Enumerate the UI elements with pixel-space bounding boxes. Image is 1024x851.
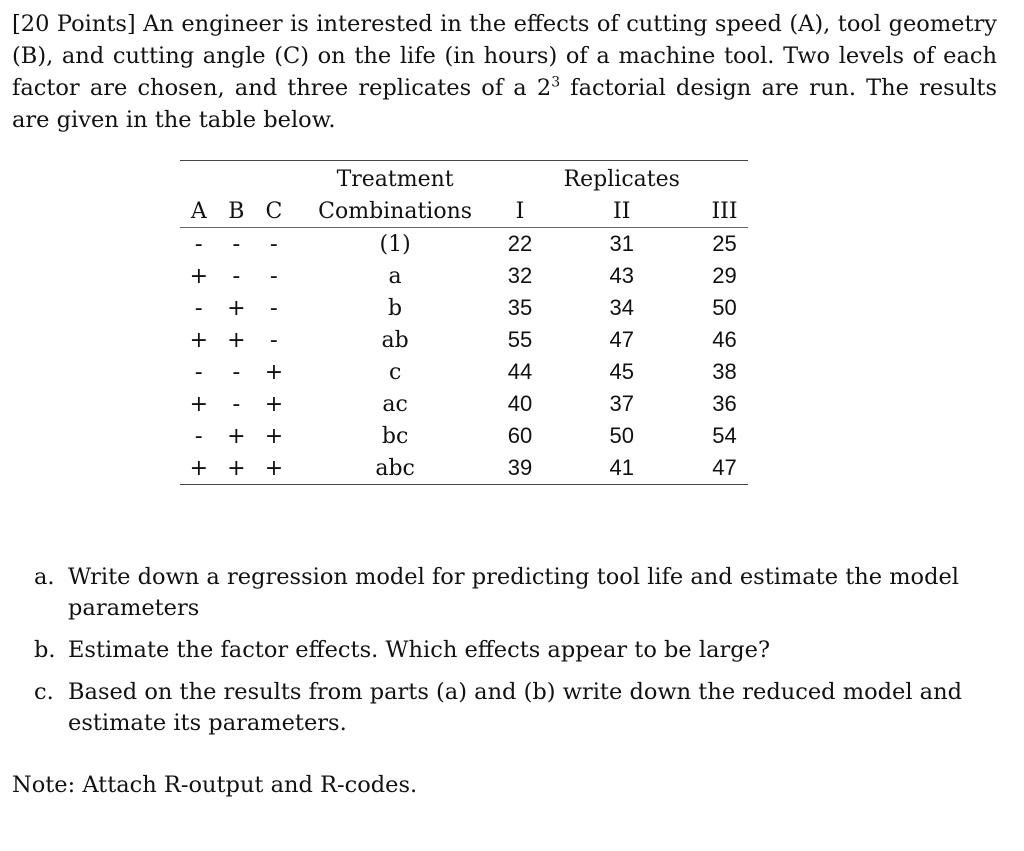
cell-b: - (232, 231, 241, 257)
cell-replicate-1: 55 (507, 327, 533, 352)
cell-c: + (264, 359, 284, 385)
cell-a: - (194, 423, 203, 449)
problem-statement-text: [20 Points] An engineer is interested in the effects of cutting speed (A), tool geometry (B), and cutting angle (C) on the life (in hours) of a machine tool. Two levels of each factor are chosen, and three replicates of a 2 (12, 11, 997, 101)
cell-replicate-3: 47 (712, 455, 737, 480)
cell-a: + (189, 391, 208, 417)
cell-replicate-2: 45 (609, 359, 634, 384)
cell-combination: c (388, 359, 402, 385)
cell-b: + (227, 295, 246, 321)
header-factor-a: A (180, 195, 218, 228)
cell-replicate-1: 35 (507, 295, 533, 320)
cell-a: + (189, 327, 208, 353)
cell-b: - (232, 359, 241, 385)
cell-replicate-2: 34 (609, 295, 634, 320)
cell-a: - (194, 231, 203, 257)
cell-combination: ab (381, 327, 409, 353)
header-combinations: Combinations (293, 195, 498, 228)
question-item (28, 677, 988, 739)
cell-replicate-2: 50 (609, 423, 634, 448)
question-item (28, 635, 988, 666)
table-row (180, 388, 748, 420)
cell-a: - (194, 359, 203, 385)
cell-combination: abc (375, 455, 415, 481)
cell-replicate-1: 60 (507, 423, 533, 448)
note-text: Note: Attach R-output and R-codes. (12, 772, 418, 798)
header-factor-c: C (255, 195, 293, 228)
cell-b: - (232, 391, 241, 417)
problem-statement-text-end: factorial design are run. The results are given in the table below. (12, 75, 998, 133)
cell-c: + (264, 391, 284, 417)
table-row (180, 228, 748, 261)
question-marker: c. (34, 679, 54, 705)
cell-replicate-1: 44 (507, 359, 533, 384)
exponent: 3 (551, 74, 561, 91)
cell-b: + (227, 327, 246, 353)
cell-replicate-2: 31 (609, 231, 634, 256)
table-row (180, 324, 748, 356)
cell-c: - (269, 295, 278, 321)
question-text: Based on the results from parts (a) and (b) write down the reduced model and estimate its parameters. (68, 679, 962, 736)
cell-a: + (189, 263, 208, 289)
cell-replicate-1: 32 (507, 263, 533, 288)
cell-b: + (227, 455, 246, 481)
question-item (28, 562, 988, 624)
table-row (180, 356, 748, 388)
table-row (180, 292, 748, 324)
cell-c: - (269, 327, 278, 353)
table-header-row-bottom (180, 195, 748, 228)
cell-c: + (264, 455, 284, 481)
cell-c: - (269, 231, 278, 257)
cell-replicate-3: 36 (712, 391, 737, 416)
table-row (180, 260, 748, 292)
cell-replicate-2: 41 (609, 455, 634, 480)
cell-replicate-1: 39 (507, 455, 533, 480)
cell-combination: b (388, 295, 403, 321)
table-header-row-top (180, 161, 748, 196)
question-text: Estimate the factor effects. Which effects appear to be large? (68, 637, 771, 663)
cell-replicate-2: 47 (609, 327, 634, 352)
cell-a: + (189, 455, 208, 481)
question-marker: a. (34, 564, 55, 590)
cell-c: - (269, 263, 278, 289)
factorial-design-table (180, 160, 748, 485)
cell-replicate-3: 46 (712, 327, 737, 352)
cell-b: - (232, 263, 241, 289)
cell-combination: a (388, 263, 402, 289)
cell-replicate-1: 40 (507, 391, 533, 416)
cell-replicate-3: 29 (712, 263, 737, 288)
table-row (180, 420, 748, 452)
cell-replicate-3: 54 (712, 423, 737, 448)
cell-combination: ac (382, 391, 408, 417)
cell-replicate-3: 50 (712, 295, 737, 320)
cell-b: + (227, 423, 246, 449)
header-factor-b: B (218, 195, 256, 228)
cell-replicate-2: 43 (609, 263, 634, 288)
cell-replicate-1: 22 (507, 231, 533, 256)
cell-replicate-3: 38 (712, 359, 737, 384)
cell-a: - (194, 295, 203, 321)
header-replicate-2: II (543, 195, 701, 228)
header-replicates: Replicates (563, 166, 680, 192)
cell-c: + (264, 423, 284, 449)
cell-combination: bc (381, 423, 409, 449)
cell-replicate-2: 37 (609, 391, 634, 416)
problem-statement (12, 8, 997, 136)
question-list (28, 562, 988, 750)
question-marker: b. (34, 637, 56, 663)
header-treatment: Treatment (336, 166, 454, 192)
cell-replicate-3: 25 (712, 231, 737, 256)
table-row (180, 452, 748, 485)
header-replicate-3: III (701, 195, 748, 228)
header-replicate-1: I (498, 195, 543, 228)
cell-combination: (1) (379, 231, 411, 257)
question-text: Write down a regression model for predicting tool life and estimate the model parameters (68, 564, 959, 621)
